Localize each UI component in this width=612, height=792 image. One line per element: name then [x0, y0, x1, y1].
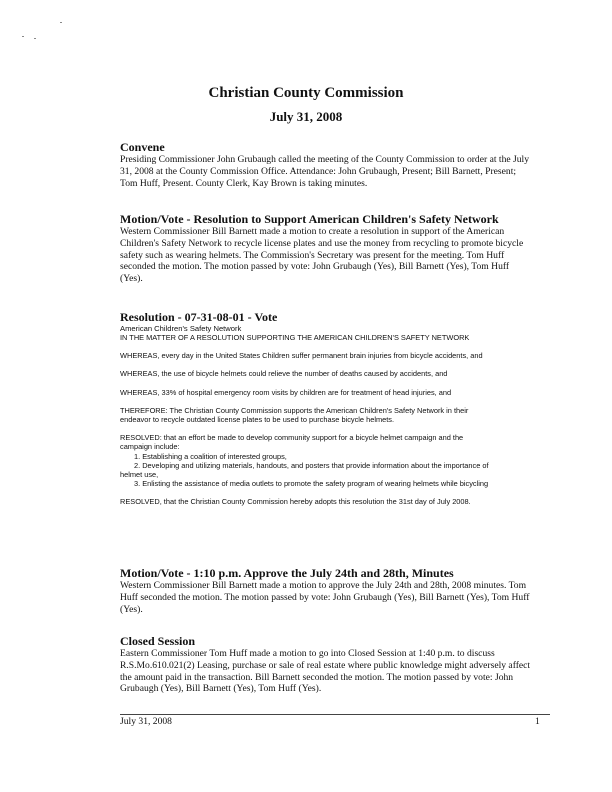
body-line: safety such as wearing helmets. The Commission's Secretary was present for the meeting. Tom Huff [120, 249, 505, 261]
body-line: Eastern Commissioner Tom Huff made a motion to go into Closed Session at 1:40 p.m. to discuss [120, 648, 495, 659]
resolved-line: campaign include: [120, 442, 180, 452]
resolution-item: helmet use, [120, 470, 159, 480]
whereas-clause: WHEREAS, every day in the United States Children suffer permanent brain injuries from bicycle accidents, and [120, 351, 483, 361]
therefore-line: THEREFORE: The Christian County Commission supports the American Children's Safety Network in their [120, 405, 469, 415]
section-motion-safety [120, 212, 550, 285]
section-convene [120, 140, 550, 189]
resolution-item: 1. Establishing a coalition of interested groups, [134, 451, 287, 461]
section-heading: Convene [120, 140, 165, 154]
section-heading: Resolution - 07-31-08-01 - Vote [120, 310, 278, 324]
section-closed-session [120, 634, 550, 695]
body-line: Huff seconded the motion. The motion passed by vote: John Grubaugh (Yes), Bill Barnett (Yes), Tom Huff [120, 591, 530, 603]
scan-speck [34, 38, 36, 39]
resolution-matter: IN THE MATTER OF A RESOLUTION SUPPORTING THE AMERICAN CHILDREN'S SAFETY NETWORK [120, 333, 470, 342]
whereas-clause: WHEREAS, 33% of hospital emergency room visits by children are for treatment of head injuries, and [120, 387, 452, 397]
body-line: Tom Huff, Present. County Clerk, Kay Brown is taking minutes. [120, 177, 368, 189]
body-line: Grubaugh (Yes), Bill Barnett (Yes), Tom Huff (Yes). [120, 683, 322, 695]
therefore-line: endeavor to recycle outdated license plates to be used to purchase bicycle helmets. [120, 415, 395, 425]
resolution-item: 3. Enlisting the assistance of media outlets to promote the safety program of wearing helmets while bicycling [134, 479, 489, 489]
body-line: (Yes). [120, 603, 143, 615]
footer-divider [120, 714, 550, 715]
document-date: July 31, 2008 [269, 109, 343, 124]
body-line: Western Commissioner Bill Barnett made a motion to approve the July 24th and 28th, 2008 minutes. Tom [120, 580, 527, 591]
section-heading: Motion/Vote - 1:10 p.m. Approve the July 24th and 28th, Minutes [120, 566, 454, 580]
body-line: Presiding Commissioner John Grubaugh called the meeting of the County Commission to order at the July [120, 154, 530, 165]
body-line: 31, 2008 at the County Commission Office. Attendance: John Grubaugh, Present; Bill Barnett, Present; [120, 165, 517, 177]
section-heading: Motion/Vote - Resolution to Support American Children's Safety Network [120, 212, 499, 226]
resolved-final: RESOLVED, that the Christian County Commission hereby adopts this resolution the 31st day of July 2008. [120, 497, 471, 507]
body-line: Children's Safety Network to recycle license plates and use the money from recycling to promote bicycle [120, 237, 524, 249]
whereas-clause: WHEREAS, the use of bicycle helmets could relieve the number of deaths caused by accidents, and [120, 369, 448, 379]
page-number: 1 [535, 716, 540, 727]
scan-speck [22, 36, 24, 37]
body-line: R.S.Mo.610.021(2) Leasing, purchase or sale of real estate where public knowledge might adversely affect [120, 659, 531, 671]
body-line: the amount paid in the transaction. Bill Barnett seconded the motion. The motion passed by vote: John [120, 671, 514, 683]
body-line: Western Commissioner Bill Barnett made a motion to create a resolution in support of the American [120, 226, 505, 237]
body-line: seconded the motion. The motion passed by vote: John Grubaugh (Yes), Bill Barnett (Yes), Tom Huff [120, 261, 510, 273]
body-line: (Yes). [120, 273, 143, 285]
scan-speck [60, 22, 62, 23]
section-motion-minutes [120, 566, 550, 615]
document-title: Christian County Commission [208, 85, 404, 101]
section-heading: Closed Session [120, 634, 196, 648]
resolution-item: 2. Developing and utilizing materials, handouts, and posters that provide information about the importance of [134, 460, 489, 470]
resolution-subtitle: American Children's Safety Network [120, 324, 242, 333]
section-resolution [120, 310, 550, 507]
footer-date: July 31, 2008 [120, 716, 172, 727]
resolved-line: RESOLVED: that an effort be made to develop community support for a bicycle helmet campaign and the [120, 433, 464, 443]
